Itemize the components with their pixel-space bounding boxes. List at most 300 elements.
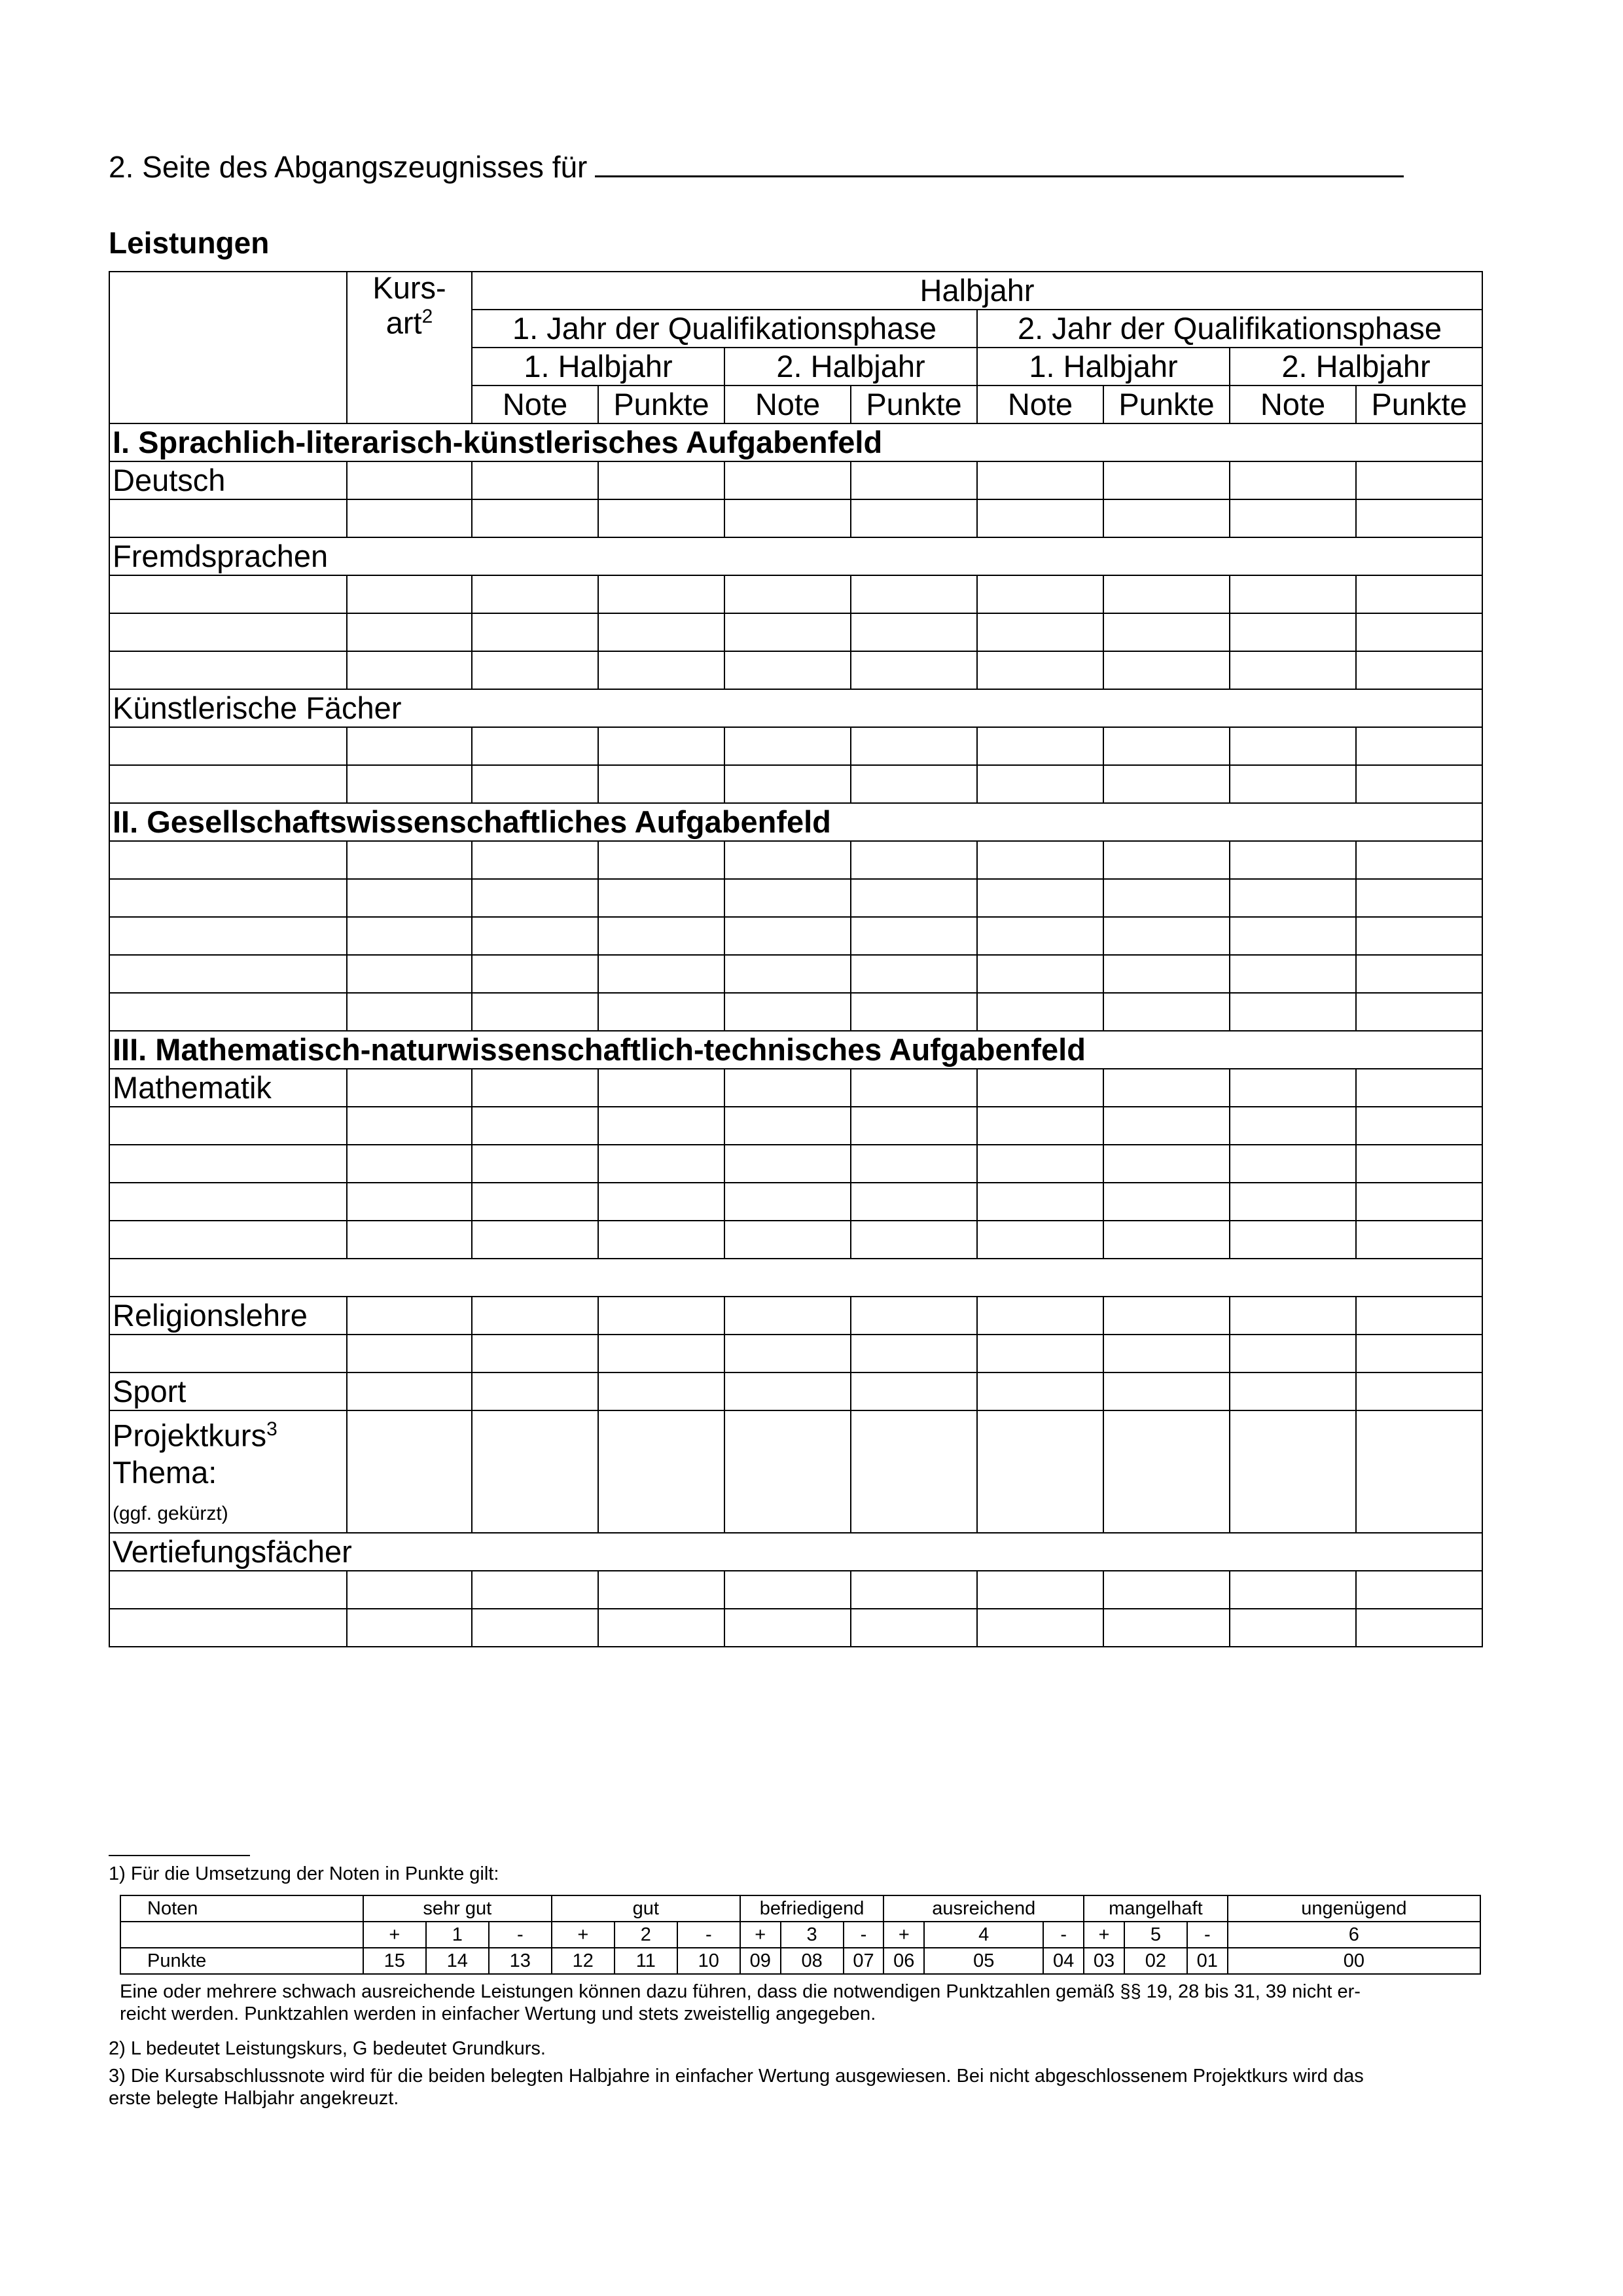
punkte-cell[interactable] — [1356, 727, 1482, 765]
footnote-3 — [109, 2065, 1364, 2109]
table-row — [109, 1571, 1482, 1609]
subject-cell[interactable] — [109, 651, 347, 689]
note-cell[interactable] — [472, 1107, 598, 1145]
note-cell[interactable] — [977, 651, 1103, 689]
note-cell[interactable] — [1230, 461, 1356, 499]
subject-cell[interactable] — [109, 955, 347, 993]
table-row — [109, 1335, 1482, 1372]
kursart-cell[interactable] — [347, 727, 472, 765]
note-cell[interactable] — [1230, 1372, 1356, 1410]
points-value: 12 — [552, 1948, 615, 1974]
subject-cell[interactable] — [109, 1335, 347, 1372]
punkte-cell[interactable] — [1356, 917, 1482, 955]
punkte-cell[interactable] — [598, 1372, 724, 1410]
note-cell[interactable] — [977, 461, 1103, 499]
kursart-cell[interactable] — [347, 841, 472, 879]
note-cell[interactable] — [724, 1410, 851, 1533]
note-cell[interactable] — [724, 1609, 851, 1647]
punkte-cell[interactable] — [1356, 499, 1482, 537]
group-fremdsprachen: Fremdsprachen — [109, 537, 1482, 575]
punkte-cell[interactable] — [851, 993, 977, 1031]
table-row — [109, 575, 1482, 613]
punkte-cell[interactable] — [1356, 1335, 1482, 1372]
kursart-cell[interactable] — [347, 917, 472, 955]
subject-cell[interactable] — [109, 1609, 347, 1647]
header-note: Note — [724, 386, 851, 423]
note-cell[interactable] — [472, 955, 598, 993]
minus-sign: - — [489, 1922, 552, 1948]
punkte-cell[interactable] — [1356, 879, 1482, 917]
projektkurs-label: Projektkurs — [113, 1418, 267, 1453]
punkte-cell[interactable] — [1356, 765, 1482, 803]
punkte-cell[interactable] — [1356, 1571, 1482, 1609]
minus-sign: - — [677, 1922, 740, 1948]
punkte-cell[interactable] — [1356, 1297, 1482, 1335]
table-row — [109, 841, 1482, 879]
punkte-cell[interactable] — [1103, 993, 1230, 1031]
note-cell[interactable] — [1230, 1609, 1356, 1647]
punkte-cell[interactable] — [1356, 1372, 1482, 1410]
kursart-label-1: Kurs- — [372, 272, 446, 305]
header-note: Note — [977, 386, 1103, 423]
note-cell[interactable] — [977, 613, 1103, 651]
grade-number: 1 — [426, 1922, 489, 1948]
punkte-cell[interactable] — [598, 1571, 724, 1609]
points-value: 02 — [1124, 1948, 1187, 1974]
note-cell[interactable] — [724, 1335, 851, 1372]
punkte-cell[interactable] — [851, 1335, 977, 1372]
punkte-cell[interactable] — [1103, 1571, 1230, 1609]
note-cell[interactable] — [472, 613, 598, 651]
note-cell[interactable] — [1230, 993, 1356, 1031]
punkte-cell[interactable] — [1103, 727, 1230, 765]
minus-sign: - — [844, 1922, 884, 1948]
kursart-cell[interactable] — [347, 993, 472, 1031]
footnote-1-note — [120, 1981, 1481, 2025]
points-value: 05 — [924, 1948, 1043, 1974]
note-cell[interactable] — [472, 1069, 598, 1107]
note-cell[interactable] — [977, 1145, 1103, 1183]
note-cell[interactable] — [724, 993, 851, 1031]
kursart-cell[interactable] — [347, 1335, 472, 1372]
punkte-cell[interactable] — [851, 651, 977, 689]
note-cell[interactable] — [977, 1107, 1103, 1145]
kursart-cell[interactable] — [347, 1609, 472, 1647]
punkte-cell[interactable] — [1356, 841, 1482, 879]
grades-numbers-row — [120, 1922, 1480, 1948]
punkte-cell[interactable] — [851, 575, 977, 613]
grade-name: mangelhaft — [1084, 1895, 1228, 1922]
punkte-cell[interactable] — [1103, 1183, 1230, 1221]
note-cell[interactable] — [724, 841, 851, 879]
kursart-cell[interactable] — [347, 461, 472, 499]
punkte-cell[interactable] — [598, 955, 724, 993]
punkte-cell[interactable] — [598, 1221, 724, 1259]
note-cell[interactable] — [472, 1145, 598, 1183]
subject-cell[interactable]: Deutsch — [109, 461, 347, 499]
note-cell[interactable] — [1230, 1335, 1356, 1372]
note-cell[interactable] — [724, 651, 851, 689]
punkte-cell[interactable] — [1356, 1107, 1482, 1145]
subject-cell[interactable] — [109, 727, 347, 765]
table-row — [109, 1297, 1482, 1335]
note-cell[interactable] — [724, 879, 851, 917]
note-cell[interactable] — [724, 1221, 851, 1259]
punkte-cell[interactable] — [1356, 1410, 1482, 1533]
punkte-cell[interactable] — [1103, 1335, 1230, 1372]
table-row — [109, 1410, 1482, 1533]
punkte-cell[interactable] — [598, 613, 724, 651]
grades-label-noten: Noten — [120, 1895, 363, 1922]
note-cell[interactable] — [724, 1372, 851, 1410]
note-line-2: reicht werden. Punktzahlen werden in einfacher Wertung und stets zweistellig angegeben. — [120, 2003, 876, 2024]
punkte-cell[interactable] — [851, 1069, 977, 1107]
punkte-cell[interactable] — [851, 955, 977, 993]
grade-number: 5 — [1124, 1922, 1187, 1948]
punkte-cell[interactable] — [851, 1571, 977, 1609]
header-year-2: 2. Jahr der Qualifikationsphase — [977, 310, 1482, 348]
punkte-cell[interactable] — [1356, 651, 1482, 689]
punkte-cell[interactable] — [1103, 841, 1230, 879]
header-kursart-cell — [347, 272, 472, 423]
subject-cell[interactable] — [109, 879, 347, 917]
punkte-cell[interactable] — [1103, 1145, 1230, 1183]
note-cell[interactable] — [977, 841, 1103, 879]
note-cell[interactable] — [472, 727, 598, 765]
header-y1-hj2: 2. Halbjahr — [724, 348, 977, 386]
note-cell[interactable] — [1230, 1069, 1356, 1107]
name-blank-line[interactable] — [595, 149, 1404, 177]
punkte-cell[interactable] — [851, 917, 977, 955]
note-cell[interactable] — [1230, 955, 1356, 993]
table-row — [109, 917, 1482, 955]
note-cell[interactable] — [977, 499, 1103, 537]
note-cell[interactable] — [472, 1221, 598, 1259]
punkte-cell[interactable] — [1103, 651, 1230, 689]
note-cell[interactable] — [1230, 917, 1356, 955]
punkte-cell[interactable] — [1103, 575, 1230, 613]
punkte-cell[interactable] — [851, 1107, 977, 1145]
grade-name: gut — [552, 1895, 740, 1922]
points-value: 11 — [615, 1948, 677, 1974]
punkte-cell[interactable] — [851, 1410, 977, 1533]
punkte-cell[interactable] — [1103, 613, 1230, 651]
kursart-cell[interactable] — [347, 1107, 472, 1145]
note-cell[interactable] — [977, 1571, 1103, 1609]
note-cell[interactable] — [1230, 651, 1356, 689]
punkte-cell[interactable] — [1356, 1609, 1482, 1647]
note-cell[interactable] — [1230, 879, 1356, 917]
kursart-cell[interactable] — [347, 1297, 472, 1335]
note-cell[interactable] — [472, 1297, 598, 1335]
table-row — [109, 613, 1482, 651]
kursart-cell[interactable] — [347, 1069, 472, 1107]
punkte-cell[interactable] — [598, 1297, 724, 1335]
subject-cell[interactable]: Religionslehre — [109, 1297, 347, 1335]
punkte-cell[interactable] — [598, 993, 724, 1031]
grades-table — [109, 271, 1483, 1647]
field-heading-2: II. Gesellschaftswissenschaftliches Aufgabenfeld — [109, 803, 1482, 841]
punkte-cell[interactable] — [598, 461, 724, 499]
punkte-cell[interactable] — [851, 1372, 977, 1410]
header-y2-hj2: 2. Halbjahr — [1230, 348, 1482, 386]
punkte-cell[interactable] — [1356, 575, 1482, 613]
kursart-cell[interactable] — [347, 1221, 472, 1259]
punkte-cell[interactable] — [851, 461, 977, 499]
subject-cell[interactable] — [109, 765, 347, 803]
note-cell[interactable] — [724, 955, 851, 993]
note-cell[interactable] — [977, 1221, 1103, 1259]
subject-cell[interactable]: Mathematik — [109, 1069, 347, 1107]
punkte-cell[interactable] — [1103, 1221, 1230, 1259]
note-cell[interactable] — [977, 1183, 1103, 1221]
note-cell[interactable] — [1230, 1107, 1356, 1145]
table-row — [109, 1183, 1482, 1221]
points-value: 07 — [844, 1948, 884, 1974]
note-cell[interactable] — [1230, 575, 1356, 613]
subject-cell[interactable] — [109, 917, 347, 955]
punkte-cell[interactable] — [598, 917, 724, 955]
note-cell[interactable] — [724, 613, 851, 651]
punkte-cell[interactable] — [1356, 1145, 1482, 1183]
note-cell[interactable] — [472, 841, 598, 879]
note-cell[interactable] — [977, 1372, 1103, 1410]
punkte-cell[interactable] — [1103, 499, 1230, 537]
field-heading-2 — [109, 803, 1482, 841]
punkte-cell[interactable] — [1103, 1069, 1230, 1107]
punkte-cell[interactable] — [851, 841, 977, 879]
punkte-cell[interactable] — [1103, 955, 1230, 993]
note-cell[interactable] — [1230, 499, 1356, 537]
title-text: 2. Seite des Abgangszeugnisses für — [109, 150, 588, 184]
note-cell[interactable] — [1230, 841, 1356, 879]
punkte-cell[interactable] — [598, 499, 724, 537]
grade-name: ausreichend — [883, 1895, 1084, 1922]
kursart-cell[interactable] — [347, 955, 472, 993]
punkte-cell[interactable] — [1103, 765, 1230, 803]
grade-number: 3 — [781, 1922, 844, 1948]
punkte-cell[interactable] — [598, 765, 724, 803]
punkte-cell[interactable] — [851, 1297, 977, 1335]
kursart-cell[interactable] — [347, 613, 472, 651]
punkte-cell[interactable] — [598, 1183, 724, 1221]
note-cell[interactable] — [977, 955, 1103, 993]
punkte-cell[interactable] — [598, 1335, 724, 1372]
punkte-cell[interactable] — [598, 575, 724, 613]
grades-points-row — [120, 1948, 1480, 1974]
kursart-cell[interactable] — [347, 1571, 472, 1609]
note-cell[interactable] — [472, 879, 598, 917]
note-cell[interactable] — [1230, 1571, 1356, 1609]
punkte-cell[interactable] — [598, 1609, 724, 1647]
note-cell[interactable] — [977, 1410, 1103, 1533]
grade-name: befriedigend — [740, 1895, 884, 1922]
note-cell[interactable] — [724, 1069, 851, 1107]
minus-sign: - — [1187, 1922, 1228, 1948]
note-cell[interactable] — [977, 917, 1103, 955]
note-cell[interactable] — [977, 993, 1103, 1031]
subject-cell[interactable] — [109, 1221, 347, 1259]
punkte-cell[interactable] — [1103, 1107, 1230, 1145]
subject-cell[interactable]: Sport — [109, 1372, 347, 1410]
gekuerzt-note: (ggf. gekürzt) — [113, 1502, 228, 1524]
punkte-cell[interactable] — [851, 613, 977, 651]
note-cell[interactable] — [1230, 1221, 1356, 1259]
note-cell[interactable] — [472, 1372, 598, 1410]
kursart-cell[interactable] — [347, 1372, 472, 1410]
punkte-cell[interactable] — [598, 841, 724, 879]
note-cell[interactable] — [1230, 1183, 1356, 1221]
note-cell[interactable] — [724, 917, 851, 955]
subject-cell[interactable] — [109, 1183, 347, 1221]
table-row — [109, 1372, 1482, 1410]
punkte-cell[interactable] — [1356, 955, 1482, 993]
note-cell[interactable] — [724, 1297, 851, 1335]
table-row — [109, 1609, 1482, 1647]
note-cell[interactable] — [1230, 765, 1356, 803]
kursart-cell[interactable] — [347, 575, 472, 613]
note-cell[interactable] — [977, 1609, 1103, 1647]
note-cell[interactable] — [724, 727, 851, 765]
header-note: Note — [1230, 386, 1356, 423]
field-heading-1: I. Sprachlich-literarisch-künstlerisches Aufgabenfeld — [109, 423, 1482, 461]
punkte-cell[interactable] — [1103, 879, 1230, 917]
header-y2-hj1: 1. Halbjahr — [977, 348, 1230, 386]
kursart-cell[interactable] — [347, 651, 472, 689]
note-cell[interactable] — [472, 765, 598, 803]
subject-cell[interactable] — [109, 1571, 347, 1609]
kursart-cell[interactable] — [347, 499, 472, 537]
punkte-cell[interactable] — [1103, 461, 1230, 499]
punkte-cell[interactable] — [598, 1107, 724, 1145]
kursart-cell[interactable] — [347, 1410, 472, 1533]
subject-cell[interactable] — [109, 993, 347, 1031]
note-cell[interactable] — [472, 917, 598, 955]
note-cell[interactable] — [472, 499, 598, 537]
note-cell[interactable] — [472, 1609, 598, 1647]
header-subject-cell — [109, 272, 347, 423]
subject-cell[interactable] — [109, 575, 347, 613]
punkte-cell[interactable] — [851, 765, 977, 803]
punkte-cell[interactable] — [851, 1183, 977, 1221]
punkte-cell[interactable] — [851, 499, 977, 537]
note-cell[interactable] — [977, 1297, 1103, 1335]
punkte-cell[interactable] — [1103, 1410, 1230, 1533]
punkte-cell[interactable] — [598, 879, 724, 917]
points-value: 14 — [426, 1948, 489, 1974]
note-cell[interactable] — [472, 651, 598, 689]
kursart-cell[interactable] — [347, 1145, 472, 1183]
punkte-cell[interactable] — [1356, 1221, 1482, 1259]
note-cell[interactable] — [724, 499, 851, 537]
note-cell[interactable] — [724, 461, 851, 499]
group-kuenstlerisch — [109, 689, 1482, 727]
note-cell[interactable] — [724, 765, 851, 803]
punkte-cell[interactable] — [598, 651, 724, 689]
note-cell[interactable] — [472, 1335, 598, 1372]
note-cell[interactable] — [977, 879, 1103, 917]
header-punkte: Punkte — [1356, 386, 1482, 423]
punkte-cell[interactable] — [598, 1410, 724, 1533]
note-cell[interactable] — [724, 1107, 851, 1145]
note-cell[interactable] — [472, 1571, 598, 1609]
subject-cell[interactable] — [109, 1410, 347, 1533]
note-cell[interactable] — [472, 461, 598, 499]
table-row — [109, 955, 1482, 993]
points-value: 00 — [1228, 1948, 1480, 1974]
punkte-cell[interactable] — [851, 879, 977, 917]
subject-cell[interactable] — [109, 613, 347, 651]
grades-empty-cell — [120, 1922, 363, 1948]
note-cell[interactable] — [1230, 613, 1356, 651]
note-cell[interactable] — [1230, 1410, 1356, 1533]
punkte-cell[interactable] — [598, 1145, 724, 1183]
plus-sign: + — [740, 1922, 781, 1948]
note-cell[interactable] — [724, 575, 851, 613]
kursart-cell[interactable] — [347, 879, 472, 917]
punkte-cell[interactable] — [1356, 461, 1482, 499]
thema-label: Thema: — [113, 1454, 217, 1490]
projektkurs-footnote-ref: 3 — [266, 1418, 277, 1440]
note-cell[interactable] — [724, 1145, 851, 1183]
punkte-cell[interactable] — [598, 1069, 724, 1107]
subject-cell[interactable] — [109, 1107, 347, 1145]
note-cell[interactable] — [1230, 1297, 1356, 1335]
grades-names-row — [120, 1895, 1480, 1922]
punkte-cell[interactable] — [851, 1145, 977, 1183]
note-cell[interactable] — [472, 993, 598, 1031]
points-value: 03 — [1084, 1948, 1124, 1974]
field-heading-1 — [109, 423, 1482, 461]
subject-cell[interactable] — [109, 1145, 347, 1183]
header-punkte: Punkte — [598, 386, 724, 423]
note-cell[interactable] — [977, 1335, 1103, 1372]
punkte-cell[interactable] — [1103, 917, 1230, 955]
punkte-cell[interactable] — [851, 1221, 977, 1259]
note-cell[interactable] — [472, 1183, 598, 1221]
grade-name: ungenügend — [1228, 1895, 1480, 1922]
punkte-cell[interactable] — [1356, 993, 1482, 1031]
note-cell[interactable] — [724, 1571, 851, 1609]
kursart-cell[interactable] — [347, 765, 472, 803]
kursart-footnote-ref: 2 — [421, 306, 433, 327]
punkte-cell[interactable] — [851, 1609, 977, 1647]
punkte-cell[interactable] — [1103, 1297, 1230, 1335]
note-cell[interactable] — [977, 575, 1103, 613]
punkte-cell[interactable] — [1103, 1609, 1230, 1647]
note-cell[interactable] — [472, 1410, 598, 1533]
note-cell[interactable] — [472, 575, 598, 613]
kursart-cell[interactable] — [347, 1183, 472, 1221]
note-cell[interactable] — [977, 765, 1103, 803]
footnote-separator — [109, 1855, 250, 1856]
note-cell[interactable] — [1230, 727, 1356, 765]
note-cell[interactable] — [977, 727, 1103, 765]
punkte-cell[interactable] — [1356, 613, 1482, 651]
note-cell[interactable] — [977, 1069, 1103, 1107]
punkte-cell[interactable] — [1103, 1372, 1230, 1410]
note-cell[interactable] — [724, 1183, 851, 1221]
table-row — [109, 1069, 1482, 1107]
punkte-cell[interactable] — [598, 727, 724, 765]
subject-cell[interactable] — [109, 841, 347, 879]
note-cell[interactable] — [1230, 1145, 1356, 1183]
subject-cell[interactable] — [109, 499, 347, 537]
punkte-cell[interactable] — [1356, 1069, 1482, 1107]
punkte-cell[interactable] — [1356, 1183, 1482, 1221]
table-row — [109, 461, 1482, 499]
punkte-cell[interactable] — [851, 727, 977, 765]
